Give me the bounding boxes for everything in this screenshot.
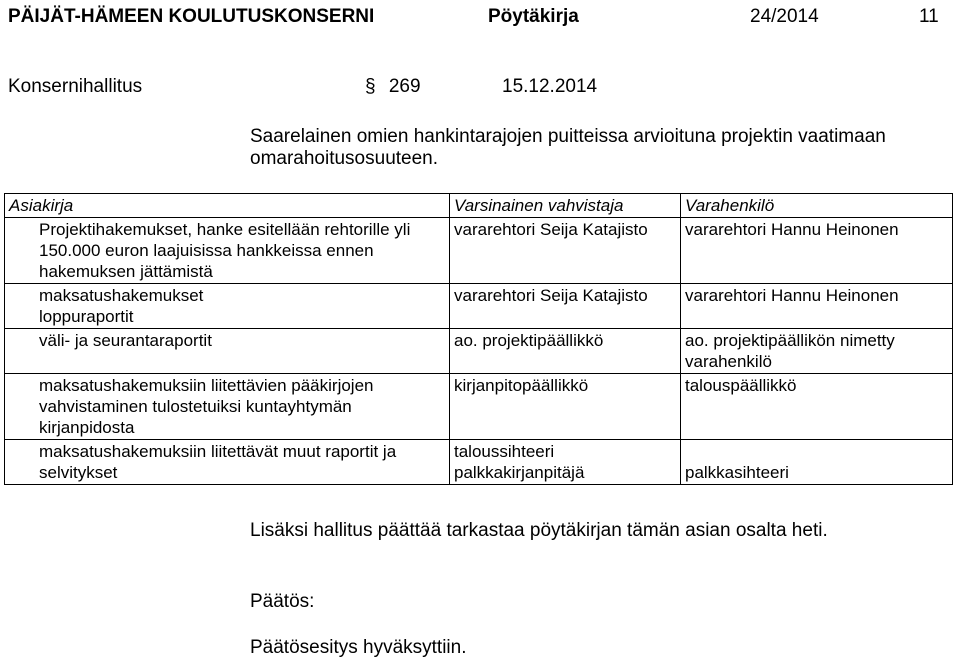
list-item <box>9 306 445 327</box>
dash-bullet <box>9 330 39 351</box>
header-primary-approver: Varsinainen vahvistaja <box>450 194 681 218</box>
deputy-cell: palkkasihteeri <box>681 440 953 485</box>
dash-bullet <box>9 375 39 396</box>
intro-line-1: Saarelainen omien hankintarajojen puitteissa arvioituna projektin vaatimaan <box>250 126 886 147</box>
primary-approver-cell: vararehtori Seija Katajisto <box>450 218 681 284</box>
document-cell <box>5 329 450 374</box>
approval-table <box>4 193 953 485</box>
document-item: maksatushakemuksiin liitettävät muut raportit ja selvitykset <box>39 442 397 482</box>
primary-approver-line: palkkakirjanpitäjä <box>454 463 585 482</box>
document-item: maksatushakemukset <box>39 286 204 305</box>
deputy-cell: ao. projektipäällikön nimetty varahenkilö <box>681 329 953 374</box>
primary-approver-cell <box>450 440 681 485</box>
decision-text: Päätösesitys hyväksyttiin. <box>250 637 467 658</box>
table-row <box>5 374 953 440</box>
header-deputy: Varahenkilö <box>681 194 953 218</box>
deputy-cell: vararehtori Hannu Heinonen <box>681 284 953 329</box>
page-number: 11 <box>919 6 939 27</box>
meeting-body: Konsernihallitus <box>8 76 143 97</box>
section-number: 269 <box>388 76 421 97</box>
list-item <box>9 441 445 483</box>
dash-bullet <box>9 219 39 240</box>
table-row <box>5 329 953 374</box>
document-item: loppuraportit <box>39 307 134 326</box>
primary-approver-cell: ao. projektipäällikkö <box>450 329 681 374</box>
table-row <box>5 440 953 485</box>
list-item <box>9 219 445 282</box>
document-cell <box>5 374 450 440</box>
document-cell <box>5 284 450 329</box>
document-type: Pöytäkirja <box>488 6 579 27</box>
document-item: väli- ja seurantaraportit <box>39 331 212 350</box>
deputy-cell: talouspäällikkö <box>681 374 953 440</box>
decision-label: Päätös: <box>250 591 315 612</box>
additional-decision: Lisäksi hallitus päättää tarkastaa pöytäkirjan tämän asian osalta heti. <box>250 520 828 541</box>
table-row <box>5 284 953 329</box>
table-row <box>5 218 953 284</box>
dash-bullet <box>9 285 39 306</box>
document-item: maksatushakemuksiin liitettävien pääkirjojen vahvistaminen tulostetuiksi kuntayhtymän kirjanpidosta <box>39 376 374 437</box>
list-item <box>9 285 445 306</box>
dash-bullet <box>9 306 39 327</box>
document-item: Projektihakemukset, hanke esitellään rehtorille yli 150.000 euron laajuisissa hankkeissa ennen hakemuksen jättämistä <box>39 220 411 281</box>
section-symbol: § <box>365 76 376 97</box>
dash-bullet <box>9 441 39 462</box>
intro-line-2: omarahoitusosuuteen. <box>250 148 439 169</box>
list-item <box>9 330 445 351</box>
document-number: 24/2014 <box>750 6 819 27</box>
table-header-row <box>5 194 953 218</box>
organization-name: PÄIJÄT-HÄMEEN KOULUTUSKONSERNI <box>8 6 375 27</box>
header-document: Asiakirja <box>5 194 450 218</box>
section-marker <box>365 76 421 98</box>
list-item <box>9 375 445 438</box>
primary-approver-cell: vararehtori Seija Katajisto <box>450 284 681 329</box>
primary-approver-line: taloussihteeri <box>454 442 555 461</box>
primary-approver-cell: kirjanpitopäällikkö <box>450 374 681 440</box>
document-cell <box>5 440 450 485</box>
document-cell <box>5 218 450 284</box>
meeting-date: 15.12.2014 <box>502 76 598 97</box>
deputy-cell: vararehtori Hannu Heinonen <box>681 218 953 284</box>
